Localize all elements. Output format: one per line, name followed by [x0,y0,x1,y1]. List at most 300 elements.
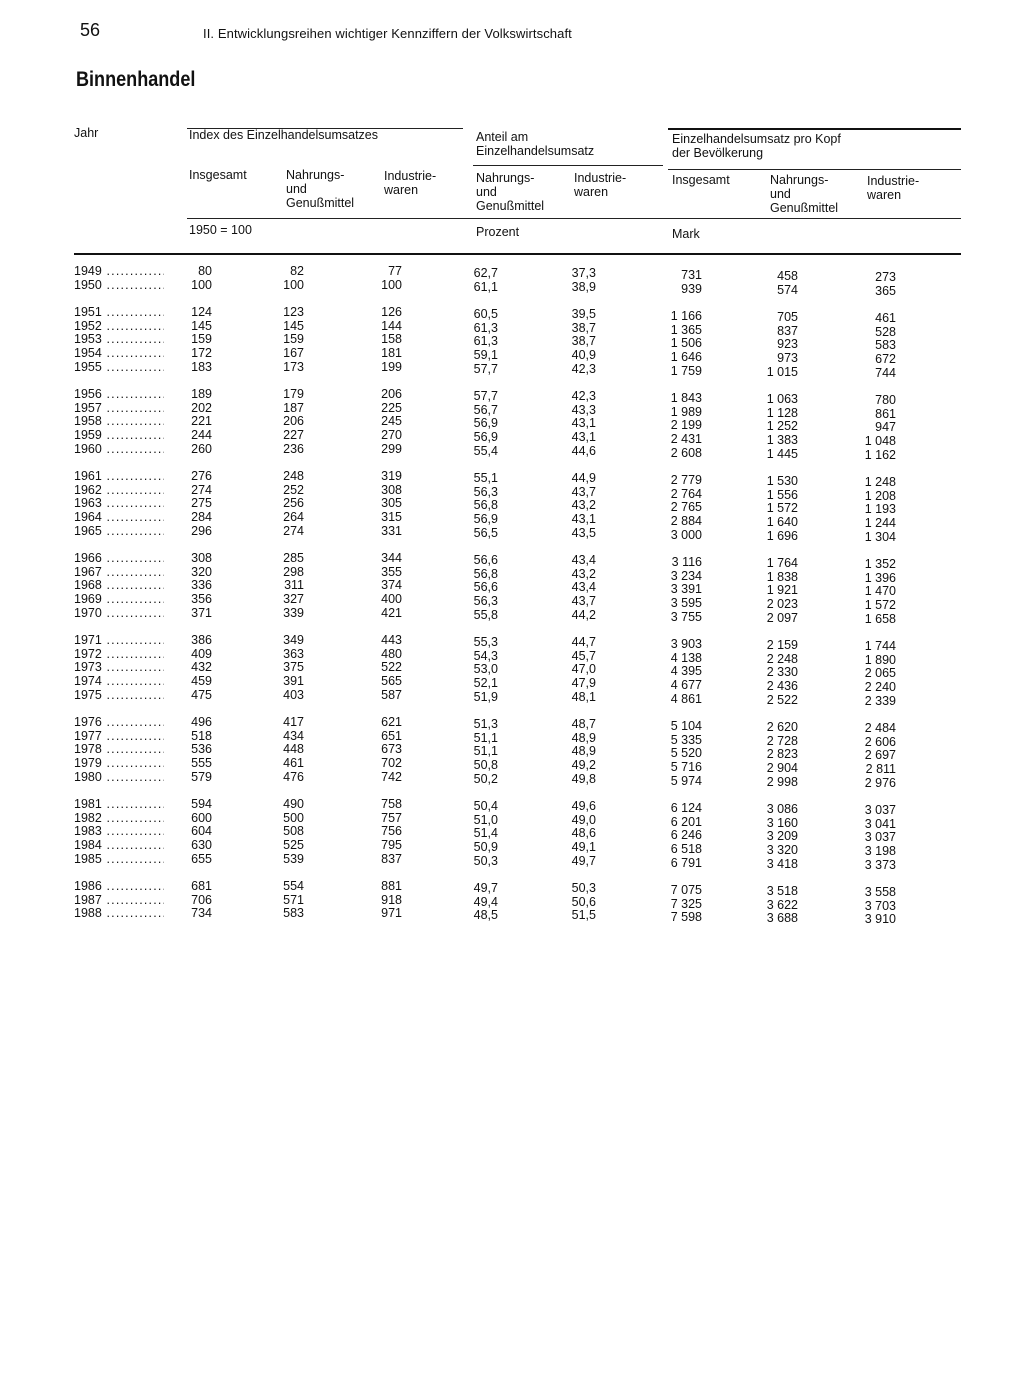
cell-percap-insgesamt: 1 843 [670,391,702,406]
cell-share-industrie: 45,7 [571,648,596,663]
cell-index-nahrungs: 285 [283,551,304,566]
cell-share-nahrungs: 52,1 [473,676,498,690]
cell-share-nahrungs: 51,9 [473,689,498,704]
cell-index-nahrungs: 448 [283,742,304,757]
cell-share-nahrungs: 51,4 [473,826,498,841]
cell-index-nahrungs: 167 [283,346,304,360]
header-industrie-share-l2: waren [574,185,609,199]
cell-share-nahrungs: 51,1 [473,730,498,745]
cell-index-industrie: 421 [381,605,402,620]
cell-index-insgesamt: 459 [191,674,212,688]
cell-percap-insgesamt: 4 861 [670,691,702,706]
cell-year: 1974 ..... [74,674,164,688]
header-nahrungs-index [286,168,354,210]
header-nahrungs-share-l1: Nahrungs- [476,171,535,185]
cell-percap-nahrungs: 1 921 [766,583,798,598]
cell-percap-insgesamt: 3 755 [670,609,702,624]
cell-share-nahrungs: 55,1 [473,471,498,486]
cell-share-nahrungs: 51,0 [473,812,498,827]
cell-index-industrie: 206 [381,387,402,402]
cell-year: 1955 ..... [74,360,164,374]
cell-year: 1962 ..... [74,483,164,497]
cell-year: 1952 ..... [74,319,164,333]
cell-year: 1978 ..... [74,742,164,756]
header-nahrungs-percap-l3: Genußmittel [770,201,839,215]
cell-share-industrie: 49,6 [571,799,596,814]
cell-index-nahrungs: 173 [283,359,304,374]
cell-index-industrie: 673 [381,742,402,757]
cell-percap-insgesamt: 2 765 [670,500,702,515]
cell-percap-industrie: 2 240 [864,680,896,694]
cell-share-nahrungs: 56,6 [473,553,498,568]
cell-index-insgesamt: 159 [191,332,212,347]
cell-percap-industrie: 947 [875,420,896,435]
cell-share-industrie: 47,0 [571,662,596,677]
cell-index-industrie: 918 [381,892,402,907]
cell-percap-industrie: 583 [875,338,896,353]
table-row [0,264,1024,284]
cell-index-nahrungs: 274 [283,523,304,538]
cell-percap-nahrungs: 973 [777,351,798,365]
cell-index-industrie: 315 [381,510,402,524]
cell-share-industrie: 49,7 [571,853,596,868]
cell-percap-nahrungs: 1 015 [766,364,798,379]
cell-index-nahrungs: 100 [283,277,304,292]
cell-percap-industrie: 861 [875,406,896,421]
cell-index-insgesamt: 80 [198,264,212,278]
header-nahrungs-percap-l2: und [770,187,791,201]
cell-percap-industrie: 780 [875,393,896,408]
cell-share-nahrungs: 50,9 [473,840,498,854]
cell-percap-insgesamt: 4 395 [670,664,702,679]
cell-percap-industrie: 3 198 [864,844,896,858]
cell-index-insgesamt: 320 [191,564,212,579]
cell-percap-industrie: 3 558 [864,885,896,900]
cell-index-insgesamt: 221 [191,414,212,429]
cell-percap-insgesamt: 3 391 [670,582,702,597]
header-nahrungs-percap [770,173,838,215]
cell-year: 1983 ..... [74,824,164,838]
table-row [0,674,1024,694]
cell-index-nahrungs: 508 [283,824,304,839]
cell-year: 1973 ..... [74,660,164,674]
cell-index-nahrungs: 123 [283,305,304,320]
cell-index-industrie: 702 [381,756,402,770]
cell-index-insgesamt: 734 [191,906,212,921]
cell-percap-industrie: 1 162 [864,447,896,462]
cell-index-nahrungs: 375 [283,660,304,675]
cell-index-insgesamt: 630 [191,838,212,852]
cell-percap-insgesamt: 6 518 [670,842,702,856]
header-rule-top-right [668,128,961,130]
cell-year: 1949 ..... [74,264,164,278]
cell-percap-industrie: 2 339 [864,693,896,708]
unit-percap: Mark [672,227,700,241]
cell-index-nahrungs: 264 [283,510,304,524]
cell-index-nahrungs: 490 [283,797,304,812]
cell-percap-nahrungs: 3 622 [766,897,798,912]
cell-year: 1980 ..... [74,770,164,784]
cell-percap-nahrungs: 2 159 [766,638,798,653]
cell-year: 1971 ..... [74,633,164,647]
cell-index-industrie: 757 [381,810,402,825]
cell-share-nahrungs: 56,3 [473,484,498,499]
cell-percap-industrie: 1 890 [864,652,896,667]
cell-index-industrie: 742 [381,769,402,784]
table-row [0,346,1024,366]
page-title: Binnenhandel [76,68,196,91]
header-industrie-percap-l2: waren [867,188,902,202]
cell-index-nahrungs: 525 [283,838,304,852]
cell-percap-insgesamt: 4 677 [670,678,702,692]
cell-index-nahrungs: 187 [283,400,304,415]
cell-share-industrie: 44,2 [571,607,596,622]
cell-index-insgesamt: 594 [191,797,212,812]
cell-percap-nahrungs: 2 023 [766,597,798,611]
cell-share-industrie: 48,7 [571,717,596,732]
cell-percap-insgesamt: 6 246 [670,828,702,843]
cell-index-insgesamt: 409 [191,646,212,661]
cell-share-nahrungs: 57,7 [473,389,498,404]
cell-percap-insgesamt: 1 365 [670,322,702,337]
cell-percap-insgesamt: 5 974 [670,773,702,788]
cell-index-nahrungs: 403 [283,687,304,702]
cell-percap-nahrungs: 1 556 [766,487,798,502]
cell-share-industrie: 43,1 [571,416,596,431]
cell-index-industrie: 651 [381,728,402,743]
cell-share-industrie: 37,3 [571,266,596,280]
page-number: 56 [80,20,101,40]
header-rule-bottom [74,253,961,255]
cell-percap-industrie: 1 744 [864,639,896,654]
cell-index-insgesamt: 260 [191,441,212,456]
cell-percap-nahrungs: 2 823 [766,747,798,762]
cell-share-industrie: 49,8 [571,771,596,786]
cell-share-industrie: 48,9 [571,730,596,745]
cell-index-industrie: 355 [381,564,402,579]
cell-index-insgesamt: 308 [191,551,212,566]
cell-year: 1975 ..... [74,688,164,702]
cell-percap-nahrungs: 3 418 [766,856,798,871]
cell-percap-insgesamt: 3 000 [670,527,702,542]
cell-year: 1957 ..... [74,401,164,415]
cell-percap-nahrungs: 837 [777,323,798,338]
cell-year: 1954 ..... [74,346,164,360]
cell-percap-insgesamt: 2 199 [670,418,702,433]
header-insgesamt-index: Insgesamt [189,168,247,182]
cell-year: 1960 ..... [74,442,164,456]
cell-year: 1961 ..... [74,469,164,483]
cell-index-insgesamt: 189 [191,387,212,402]
cell-share-nahrungs: 56,9 [473,430,498,444]
cell-share-industrie: 49,1 [571,840,596,854]
cell-percap-industrie: 461 [875,311,896,326]
cell-percap-nahrungs: 2 436 [766,679,798,693]
cell-year: 1965 ..... [74,524,164,538]
cell-index-insgesamt: 202 [191,400,212,415]
cell-percap-nahrungs: 1 764 [766,556,798,571]
cell-index-industrie: 77 [388,264,402,278]
cell-index-insgesamt: 371 [191,605,212,620]
cell-percap-industrie: 1 048 [864,434,896,448]
cell-index-industrie: 443 [381,633,402,648]
cell-percap-insgesamt: 6 791 [670,855,702,870]
cell-share-industrie: 44,6 [571,443,596,458]
cell-percap-industrie: 1 193 [864,502,896,517]
cell-index-insgesamt: 276 [191,469,212,484]
cell-share-nahrungs: 61,1 [473,279,498,294]
cell-year: 1967 ..... [74,565,164,579]
cell-index-nahrungs: 363 [283,646,304,661]
cell-share-nahrungs: 56,6 [473,580,498,595]
cell-index-nahrungs: 554 [283,879,304,894]
cell-share-nahrungs: 56,9 [473,512,498,526]
cell-share-industrie: 42,3 [571,389,596,404]
cell-index-nahrungs: 145 [283,318,304,333]
cell-index-industrie: 971 [381,906,402,921]
cell-percap-nahrungs: 1 838 [766,569,798,584]
cell-percap-nahrungs: 2 330 [766,665,798,680]
cell-percap-nahrungs: 1 572 [766,501,798,516]
cell-share-industrie: 44,7 [571,635,596,650]
cell-index-insgesamt: 145 [191,318,212,333]
cell-index-industrie: 480 [381,646,402,661]
cell-year: 1984 ..... [74,838,164,852]
cell-percap-nahrungs: 1 445 [766,446,798,461]
header-industrie-percap-l1: Industrie- [867,174,920,188]
cell-share-nahrungs: 50,3 [473,853,498,868]
cell-index-insgesamt: 518 [191,728,212,743]
cell-percap-industrie: 672 [875,352,896,366]
table-row [0,428,1024,448]
cell-share-industrie: 43,2 [571,498,596,513]
cell-percap-industrie: 1 352 [864,557,896,572]
cell-percap-insgesamt: 7 075 [670,883,702,898]
cell-percap-insgesamt: 1 166 [670,309,702,324]
cell-index-insgesamt: 100 [191,277,212,292]
cell-share-industrie: 48,6 [571,826,596,841]
cell-share-industrie: 43,7 [571,484,596,499]
cell-index-insgesamt: 655 [191,851,212,866]
header-group-index: Index des Einzelhandelsumsatzes [189,128,379,142]
cell-percap-insgesamt: 7 325 [670,896,702,911]
header-group-share-line1: Anteil am [476,130,529,144]
cell-percap-nahrungs: 2 728 [766,733,798,748]
cell-percap-nahrungs: 705 [777,310,798,325]
cell-share-nahrungs: 61,3 [473,334,498,349]
cell-percap-insgesamt: 3 903 [670,637,702,652]
cell-share-industrie: 43,4 [571,553,596,568]
cell-index-insgesamt: 275 [191,496,212,511]
cell-year: 1958 ..... [74,414,164,428]
cell-index-nahrungs: 206 [283,414,304,429]
cell-percap-nahrungs: 2 620 [766,720,798,735]
header-group-percap-line2: der Bevölkerung [672,146,764,160]
cell-year: 1956 ..... [74,387,164,401]
cell-share-nahrungs: 55,4 [473,443,498,458]
cell-index-insgesamt: 183 [191,359,212,374]
cell-share-nahrungs: 51,1 [473,744,498,759]
cell-percap-nahrungs: 3 320 [766,843,798,857]
cell-share-nahrungs: 50,4 [473,799,498,814]
cell-share-industrie: 43,2 [571,566,596,581]
cell-percap-nahrungs: 1 252 [766,419,798,434]
cell-percap-insgesamt: 2 779 [670,473,702,488]
cell-percap-insgesamt: 5 716 [670,760,702,774]
cell-index-nahrungs: 327 [283,592,304,606]
cell-index-industrie: 400 [381,592,402,606]
cell-percap-insgesamt: 6 124 [670,801,702,816]
cell-percap-nahrungs: 2 248 [766,651,798,666]
running-head: II. Entwicklungsreihen wichtiger Kennziffern der Volkswirtschaft [203,26,572,41]
cell-year: 1988 ..... [74,906,164,920]
cell-share-industrie: 47,9 [571,676,596,690]
cell-year: 1970 ..... [74,606,164,620]
cell-index-insgesamt: 386 [191,633,212,648]
cell-percap-nahrungs: 1 530 [766,474,798,489]
cell-share-nahrungs: 54,3 [473,648,498,663]
cell-percap-nahrungs: 1 063 [766,392,798,407]
cell-percap-insgesamt: 1 759 [670,363,702,378]
cell-percap-nahrungs: 1 696 [766,528,798,543]
cell-index-nahrungs: 434 [283,728,304,743]
header-industrie-index-l1: Industrie- [384,169,437,183]
cell-percap-industrie: 744 [875,365,896,380]
cell-share-industrie: 39,5 [571,307,596,322]
unit-index: 1950 = 100 [189,223,252,237]
cell-share-industrie: 49,2 [571,758,596,772]
cell-percap-insgesamt: 3 116 [671,555,702,570]
table-row [0,318,1024,339]
cell-year: 1986 ..... [74,879,164,893]
cell-percap-industrie: 3 703 [864,898,896,913]
cell-share-nahrungs: 56,8 [473,566,498,581]
cell-percap-industrie: 2 065 [864,666,896,681]
cell-percap-nahrungs: 458 [777,269,798,283]
cell-index-industrie: 758 [381,797,402,812]
cell-index-industrie: 305 [381,496,402,511]
cell-index-industrie: 158 [381,332,402,347]
cell-share-nahrungs: 53,0 [473,662,498,677]
cell-percap-nahrungs: 1 128 [766,405,798,420]
cell-index-nahrungs: 583 [283,906,304,921]
cell-percap-industrie: 365 [875,283,896,298]
cell-share-nahrungs: 49,7 [473,881,498,896]
cell-percap-industrie: 3 373 [864,857,896,872]
cell-index-insgesamt: 496 [191,715,212,730]
cell-index-industrie: 245 [381,414,402,429]
cell-percap-nahrungs: 1 640 [766,515,798,529]
cell-index-industrie: 331 [381,523,402,538]
cell-percap-nahrungs: 3 086 [766,802,798,817]
cell-share-nahrungs: 61,3 [473,320,498,335]
cell-index-nahrungs: 339 [283,605,304,620]
cell-percap-insgesamt: 5 335 [670,732,702,747]
cell-share-nahrungs: 55,8 [473,607,498,622]
cell-index-nahrungs: 248 [283,469,304,484]
cell-percap-industrie: 2 976 [864,775,896,790]
cell-percap-insgesamt: 5 520 [670,746,702,761]
cell-percap-industrie: 3 041 [864,816,896,831]
cell-percap-nahrungs: 3 688 [766,911,798,926]
cell-percap-insgesamt: 5 104 [670,719,702,734]
cell-index-industrie: 270 [381,428,402,442]
cell-share-nahrungs: 49,4 [473,894,498,909]
cell-share-nahrungs: 48,5 [473,908,498,923]
header-insgesamt-percap: Insgesamt [672,173,730,187]
cell-percap-industrie: 3 037 [864,830,896,845]
cell-share-industrie: 40,9 [571,348,596,362]
cell-index-insgesamt: 124 [191,305,212,320]
cell-index-nahrungs: 179 [283,387,304,402]
cell-index-nahrungs: 571 [283,892,304,907]
cell-percap-insgesamt: 939 [681,281,702,296]
header-nahrungs-share [476,171,544,213]
cell-index-industrie: 299 [381,441,402,456]
cell-percap-nahrungs: 574 [777,282,798,297]
cell-share-nahrungs: 55,3 [473,635,498,650]
cell-index-nahrungs: 298 [283,564,304,579]
cell-index-nahrungs: 227 [283,428,304,442]
cell-index-nahrungs: 500 [283,810,304,825]
cell-percap-industrie: 2 697 [864,748,896,763]
cell-year: 1951 ..... [74,305,164,319]
cell-share-industrie: 38,7 [571,334,596,349]
cell-share-nahrungs: 56,8 [473,498,498,513]
cell-year: 1963 ..... [74,496,164,510]
cell-year: 1959 ..... [74,428,164,442]
cell-percap-industrie: 1 208 [864,488,896,503]
cell-year: 1981 ..... [74,797,164,811]
header-group-share-line2: Einzelhandelsumsatz [476,144,595,158]
cell-percap-insgesamt: 6 201 [670,814,702,829]
table-row [0,592,1024,612]
cell-percap-industrie: 2 811 [865,762,896,776]
cell-share-nahrungs: 56,9 [473,416,498,431]
cell-percap-nahrungs: 1 383 [766,433,798,447]
cell-share-nahrungs: 50,2 [473,771,498,786]
cell-percap-industrie: 1 470 [864,584,896,599]
header-nahrungs-share-l2: und [476,185,497,199]
cell-index-industrie: 522 [381,660,402,675]
cell-share-industrie: 49,0 [571,812,596,827]
cell-index-insgesamt: 600 [191,810,212,825]
cell-index-insgesamt: 356 [191,592,212,606]
cell-share-nahrungs: 57,7 [473,361,498,376]
cell-index-industrie: 837 [381,851,402,866]
cell-index-industrie: 225 [381,400,402,415]
cell-year: 1985 ..... [74,852,164,866]
header-nahrungs-percap-l1: Nahrungs- [770,173,829,187]
header-nahrungs-index-l2: und [286,182,307,196]
header-industrie-share [574,171,626,199]
cell-share-industrie: 51,5 [571,908,596,923]
cell-share-nahrungs: 59,1 [473,348,498,362]
cell-year: 1982 ..... [74,811,164,825]
cell-percap-nahrungs: 923 [777,337,798,352]
cell-index-nahrungs: 417 [283,715,304,730]
cell-index-insgesamt: 284 [191,510,212,524]
cell-index-nahrungs: 539 [283,851,304,866]
cell-index-nahrungs: 82 [290,264,304,278]
header-year: Jahr [74,126,99,140]
cell-index-insgesamt: 536 [191,742,212,757]
cell-index-insgesamt: 274 [191,482,212,497]
cell-percap-insgesamt: 3 595 [670,596,702,610]
cell-index-insgesamt: 475 [191,687,212,702]
cell-share-industrie: 43,1 [571,430,596,444]
cell-share-nahrungs: 62,7 [473,266,498,280]
